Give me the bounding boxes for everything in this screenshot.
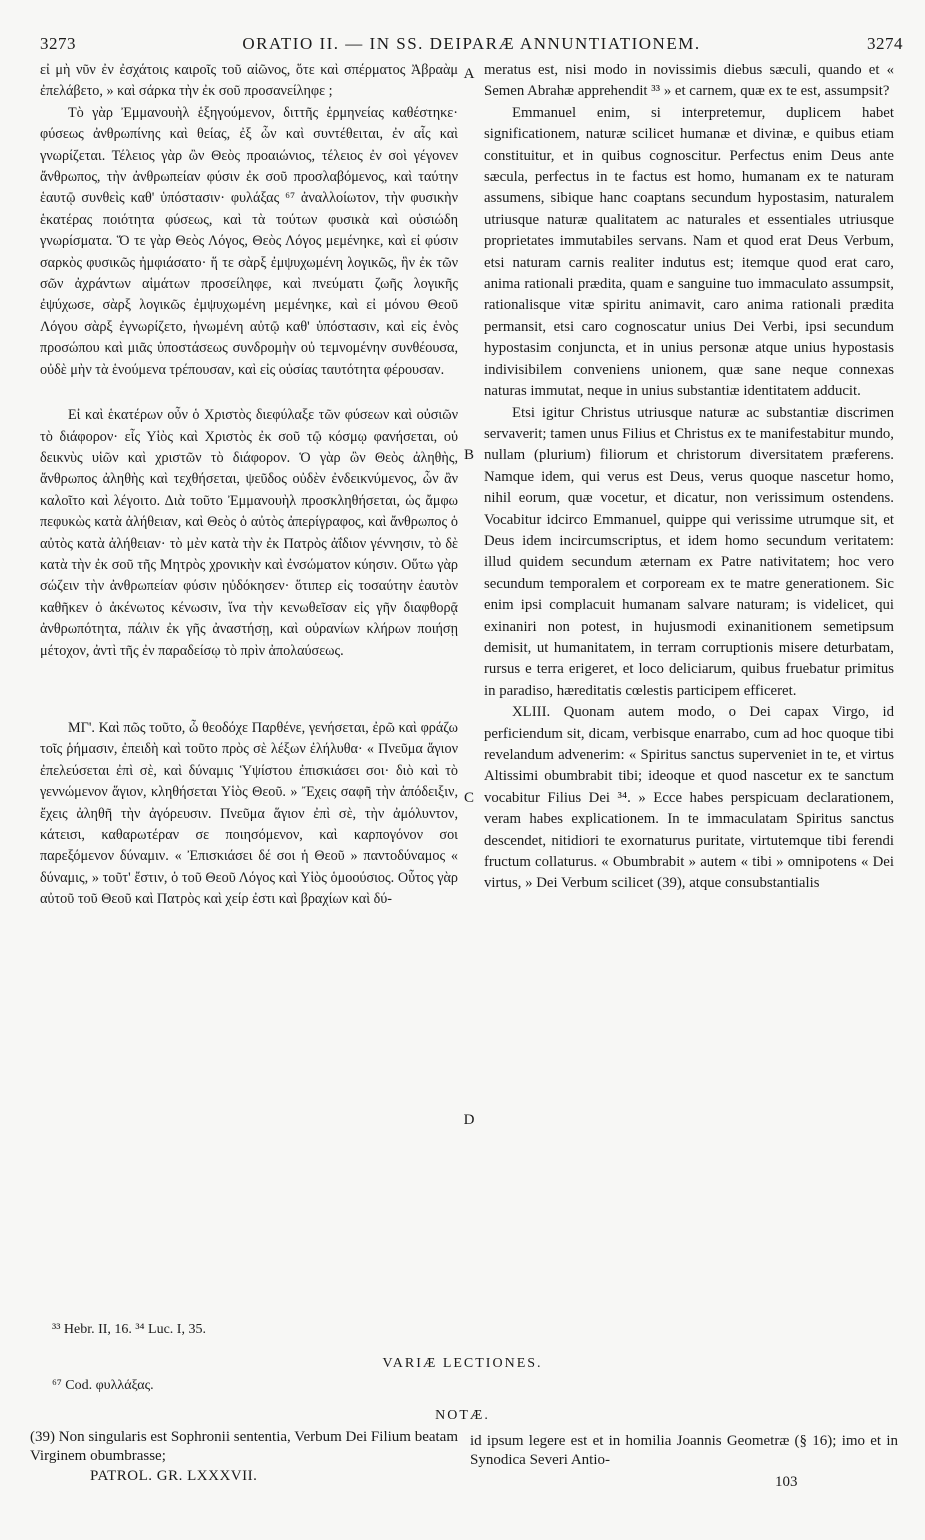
variant-reading: ⁶⁷ Cod. φυλλάξας. [52, 1378, 154, 1393]
latin-paragraph-3: Etsi igitur Christus utriusque naturæ ac substantiæ discrimen servaverit; tamen unus Filius et Christus ex te manifestabitur mundo, nullam (plurium) filiorum et christorum diversitatem præferens. Namque idem, qui verus est Deus, verus quoque nascetur homo, nihil eorum, quæ vocetur, et dicatur, non verissimum ostendens. Vocabitur idcirco Emmanuel, quippe qui verissime utrumque sit, et Deus idem incircumscriptus, et idem homo secundum veritatem: illud quidem secundum æternam ex Patre nativitatem; hoc vero secundum temporalem et corpoream ex te matre generationem. Sic enim ipsi complacuit humanam salvare naturam; is videlicet, qui exinaniri non potest, in hujusmodi exinanitionem semetipsum demisit, ut humanitatem, in terram corruptionis misere deturbatam, rursus e terra erigeret, et loco deliciarum, quibus fruebatur primitus in paradiso, hæreditatis cœlestis participem efficeret. [484, 404, 894, 699]
signature-page-number: 103 [775, 1474, 798, 1490]
latin-paragraph-2: Emmanuel enim, si interpretemur, duplicem habet significationem, naturæ scilicet humanæ et divinæ, e quibus etiam constituitur, et in quibus cognoscitur. Perfectus enim Deus ante sæcula, perfectus in te factus est homo, humanam ex te naturam assumens, sibique hanc coaptans secundum hypostasim, naturalem utriusque naturæ qualitatem ac naturales et essentiales utriusque proprietates immutabiles servans. Nam et quod erat Deus Verbum, etsi naturam carnis realiter indutus est; itemque quod erat caro, anima rationali prædita, quam e sanguine tuo immaculato assumpsit, rationalisque vitæ spiritu animavit, caro anima rationali prædita permansit, etsi caro cognoscatur unius Dei Verbi, ipsi secundum hypostasim conjuncta, et in unius personæ atque unius hypostasis indivisibilem conveniens unionem, quæ sane neque connexas naturas immutat, neque in unius substantiæ identitatem adducit. [484, 104, 894, 400]
running-header [40, 34, 903, 58]
scripture-footnotes: ³³ Hebr. II, 16. ³⁴ Luc. I, 35. [52, 1322, 206, 1337]
latin-paragraph-1: meratus est, nisi modo in novissimis diebus sæculi, quando et « Semen Abrahæ apprehendit ³³ » et carnem, quæ ex te est, assumpsit? [484, 62, 894, 100]
greek-paragraph-1: εἰ μὴ νῦν ἐν ἐσχάτοις καιροῖς τοῦ αἰῶνος, ὅτε καὶ σπέρματος Ἀβραὰμ ἐπελάβετο, » καὶ σάρκα τὴν ἐκ σοῦ προσανείληφε ; [40, 62, 458, 100]
greek-column [40, 60, 458, 911]
variae-lectiones-heading: VARIÆ LECTIONES. [382, 1356, 543, 1371]
margin-letter-b: B [463, 447, 474, 463]
notae-heading: NOTÆ. [435, 1408, 490, 1423]
latin-column [484, 60, 894, 895]
greek-paragraph-4: ΜΓ'. Καὶ πῶς τοῦτο, ὦ θεοδόχε Παρθένε, γενήσεται, ἐρῶ καὶ φράζω τοῖς ῥήμασιν, ἐπειδὴ καὶ τοῦτο πρὸς σὲ λέξων ἐλήλυθα· « Πνεῦμα ἅγιον ἐπελεύσεται ἐπὶ σὲ, καὶ δύναμις Ὑψίστου ἐπισκιάσει σοι· διὸ καὶ τὸ γεννώμενον ἅγιον, κληθήσεται Υἱὸς Θεοῦ. » Ἔχεις σαφῆ τὴν ἀπόδειξιν, ἔχεις ἀληθῆ τὴν ἀγόρευσιν. Πνεῦμα ἅγιον ἐπὶ σὲ, τὴν ἀμόλυντον, κάτεισι, καθαρωτέραν σε ποιησόμενον, καὶ καρπογόνον σοι παρεξόμενον δύναμιν. « Ἐπισκιάσει δέ σοι ἡ Θεοῦ » παντοδύναμος « δύναμις, » τοῦτ' ἔστιν, ὁ τοῦ Θεοῦ Λόγος καὶ Υἱὸς ὁμοούσιος. Οὗτος γὰρ αὐτοῦ τοῦ Θεοῦ καὶ Πατρὸς καὶ χείρ ἐστι καὶ βραχίων καὶ δύ- [40, 719, 458, 908]
signature-mark: PATROL. GR. LXXXVII. [90, 1468, 258, 1484]
latin-paragraph-4: XLIII. Quonam autem modo, o Dei capax Virgo, id perficiendum sit, dicam, verbisque enarrabo, cum ad hoc quoque tibi revelandum advenerim: « Spiritus sanctus superveniet in te, et virtus Altissimi obumbrabit tibi; ideoque et quod nascetur ex te sanctum vocabitur Filius Dei ³⁴. » Ecce habes perspicuam declarationem, veram habes explicationem. In te immaculatam Spiritus sanctus descendet, nitidiori te exornaturus puritate, virtutemque tibi ferendi fructum collaturus. « Obumbrabit » autem « tibi » omnipotens « Dei virtus, » Dei Verbum scilicet (39), atque consubstantialis [484, 704, 894, 892]
margin-letter-c: C [463, 790, 474, 806]
running-title: ORATIO II. — IN SS. DEIPARÆ ANNUNTIATIONEM. [242, 34, 701, 53]
page-number-right: 3274 [867, 34, 903, 53]
greek-paragraph-2: Τὸ γὰρ Ἐμμανουὴλ ἑξηγούμενον, διττῆς ἑρμηνείας καθέστηκε· φύσεως ἀνθρωπίνης καὶ θείας, ἐξ ὧν καὶ συντέθειται, ἐν αἷς καὶ γνωρίζεται. Τέλειος γὰρ ὢν Θεὸς προαιώνιος, τέλειος ἐν σοὶ γέγονεν ἄνθρωπος, τὴν ἀνθρωπείαν φύσιν ἐκ σοῦ προσλαβόμενος, καὶ ταύτην ἑαυτῷ συνθεὶς καθ' ὑπόστασιν· φυλάξας ⁶⁷ ἀναλλοίωτον, τὴν φυσικὴν ἑκατέρας ποιότητα φύσεως, καὶ τὰ τούτων φυσικὰ καὶ οὐσιώδη γνωρίσματα. Ὅ τε γὰρ Θεὸς Λόγος, Θεὸς Λόγος μεμένηκε, καὶ εἰ φύσιν σαρκὸς φυσικῶς ἠμφιάσατο· ἥ τε σὰρξ ἐμψυχωμένη λογικῶς, ἣν ἐκ τῶν σῶν ἀχράντων αἱμάτων προσείληφε, καὶ πνεύματι ζωῆς λογικῆς ἐψύχωσε, σὰρξ λογικῶς ἐμψυχωμένη μεμένηκε, καὶ εἰ μόνου Θεοῦ Λόγου σὰρξ ἐγνωρίζετο, ἡνωμένη αὐτῷ καθ' ὑπόστασιν, καὶ εἰς ἑνὸς προσώπου καὶ μιᾶς ὑποστάσεως συνδρομὴν οὐ τεμνομένην συνθέουσα, οὐδὲ μὴν τὰ ἑνούμενα τρέπουσαν, καὶ εἰς οὐσίας ταυτότητα φέρουσαν. [40, 104, 458, 378]
margin-letter-a: A [463, 66, 475, 82]
page-number-left: 3273 [40, 34, 76, 53]
margin-letter-d: D [463, 1112, 475, 1128]
greek-paragraph-3: Εἰ καὶ ἑκατέρων οὖν ὁ Χριστὸς διεφύλαξε τῶν φύσεων καὶ οὐσιῶν τὸ διάφορον· εἷς Υἱὸς καὶ Χριστὸς ἐκ σοῦ τῷ κόσμῳ φανήσεται, οὐ δεικνὺς υἱῶν καὶ χριστῶν τὸ διάφορον. Ὁ γὰρ ὢν Θεὸς ἀληθὴς, ἄνθρωπος ἀληθὴς καὶ τεχθήσεται, ψεῦδος οὐδὲν ἐνδεικνύμενος, ὧν ἂν καλοῖτο καὶ λέγοιτο. Διὰ τοῦτο Ἐμμανουὴλ προσκληθήσεται, ὡς ἄμφω πεφυκὼς κατὰ ἀλήθειαν, καὶ Θεὸς ὁ αὐτὸς ἀπερίγραφος, καὶ ἄνθρωπος ὁ αὐτὸς κατὰ ἀλήθειαν· τὸ μὲν κατὰ τὴν ἐκ Πατρὸς ἀΐδιον γέννησιν, τὸ δὲ κατὰ τὴν ἐκ σοῦ τῆς Μητρὸς χρονικὴν καὶ ἐνσώματον κύησιν. Οὕτω γὰρ σώζειν τὴν ἀνθρωπείαν φύσιν ηὐδόκησεν· ὅτιπερ εἰς τοσαύτην ἑαυτὸν καθῆκεν ὁ ἀκένωτος κένωσιν, ἵνα τὴν κενωθεῖσαν εἰς γῆν διαφθορᾷ ἀνθρωπότητα, πάλιν ἐκ γῆς ἀναστήσῃ, καὶ οὐρανίων κλήρων ποιήσῃ μέτοχον, ἀντὶ τῆς ἐν παραδείσῳ τὸ πρὶν ἀπολαύσεως. [40, 407, 458, 659]
note-39-left: (39) Non singularis est Sophronii sententia, Verbum Dei Filium beatam Virginem obumbrasse; [30, 1429, 458, 1464]
note-39-right: id ipsum legere est et in homilia Joannis Geometræ (§ 16); imo et in Synodica Severi Antio- [470, 1433, 898, 1468]
